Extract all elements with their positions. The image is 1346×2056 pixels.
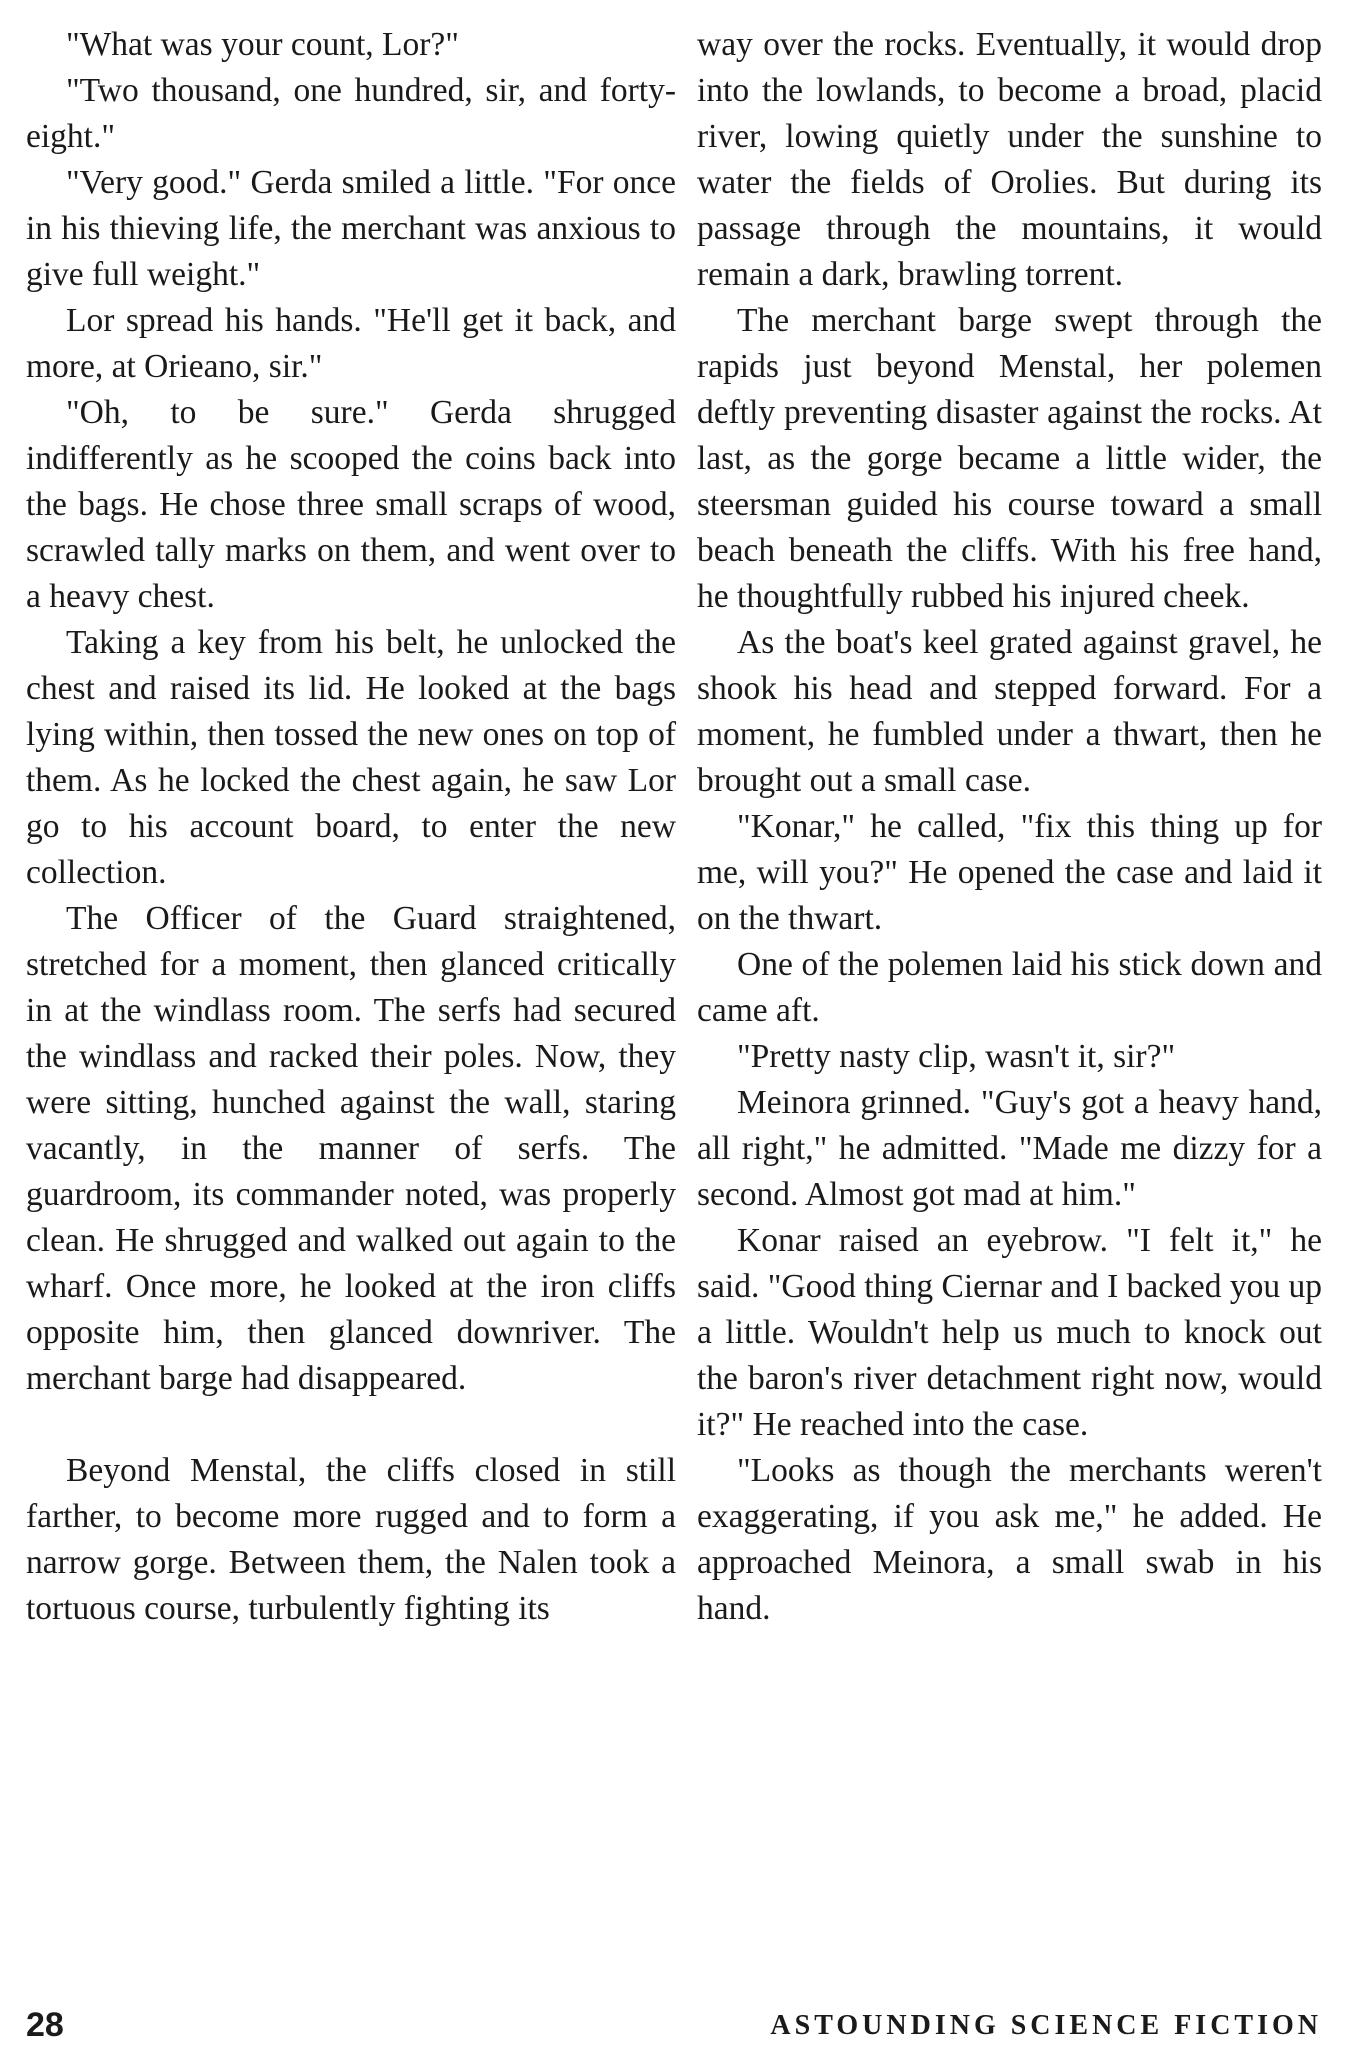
paragraph-continued: way over the rocks. Eventually, it would drop into the lowlands, to become a broad, placid river, lowing quietly under the sunshine to water the fields of Orolies. But during its passage through the mountains, it would remain a dark, brawling torrent. bbox=[697, 26, 1322, 293]
paragraph: "What was your count, Lor?" bbox=[66, 26, 459, 63]
paragraph: Meinora grinned. "Guy's got a heavy hand, all right," he admitted. "Made me dizzy for a second. Almost got mad at him." bbox=[697, 1084, 1322, 1213]
page-footer bbox=[26, 2006, 1322, 2046]
paragraph-section-break: Beyond Menstal, the cliffs closed in still farther, to become more rugged and to form a narrow gorge. Between them, the Nalen took a tortuous course, turbulently fighting its bbox=[26, 1452, 676, 1627]
paragraph: Lor spread his hands. "He'll get it back, and more, at Orieano, sir." bbox=[26, 302, 676, 385]
paragraph: "Very good." Gerda smiled a little. "For once in his thieving life, the merchant was anxious to give full weight." bbox=[26, 164, 676, 293]
page-number: 28 bbox=[26, 2006, 64, 2044]
running-title: ASTOUNDING SCIENCE FICTION bbox=[770, 2010, 1322, 2041]
paragraph: As the boat's keel grated against gravel, he shook his head and stepped forward. For a moment, he fumbled under a thwart, then he brought out a small case. bbox=[697, 624, 1322, 799]
paragraph: Konar raised an eyebrow. "I felt it," he said. "Good thing Ciernar and I backed you up a little. Wouldn't help us much to knock out the baron's river detachment right now, would it?" He reached into the case. bbox=[697, 1222, 1322, 1443]
paragraph: The Officer of the Guard straightened, stretched for a moment, then glanced critically in at the windlass room. The serfs had secured the windlass and racked their poles. Now, they were sitting, hunched against the wall, staring vacantly, in the manner of serfs. The guardroom, its commander noted, was properly clean. He shrugged and walked out again to the wharf. Once more, he looked at the iron cliffs opposite him, then glanced downriver. The merchant barge had disappeared. bbox=[26, 900, 676, 1397]
paragraph: "Looks as though the merchants weren't exaggerating, if you ask me," he added. He approached Meinora, a small swab in his hand. bbox=[697, 1452, 1322, 1627]
right-column bbox=[697, 22, 1322, 1632]
paragraph: "Pretty nasty clip, wasn't it, sir?" bbox=[737, 1038, 1176, 1075]
paragraph: The merchant barge swept through the rapids just beyond Menstal, her polemen deftly preventing disaster against the rocks. At last, as the gorge became a little wider, the steersman guided his course toward a small beach beneath the cliffs. With his free hand, he thoughtfully rubbed his injured cheek. bbox=[697, 302, 1322, 615]
paragraph: "Oh, to be sure." Gerda shrugged indifferently as he scooped the coins back into the bags. He chose three small scraps of wood, scrawled tally marks on them, and went over to a heavy chest. bbox=[26, 394, 676, 615]
paragraph: "Two thousand, one hundred, sir, and forty-eight." bbox=[26, 72, 676, 155]
paragraph: "Konar," he called, "fix this thing up for me, will you?" He opened the case and laid it on the thwart. bbox=[697, 808, 1322, 937]
paragraph: One of the polemen laid his stick down and came aft. bbox=[697, 946, 1322, 1029]
left-column bbox=[26, 22, 676, 1632]
paragraph: Taking a key from his belt, he unlocked the chest and raised its lid. He looked at the bags lying within, then tossed the new ones on top of them. As he locked the chest again, he saw Lor go to his account board, to enter the new collection. bbox=[26, 624, 676, 891]
